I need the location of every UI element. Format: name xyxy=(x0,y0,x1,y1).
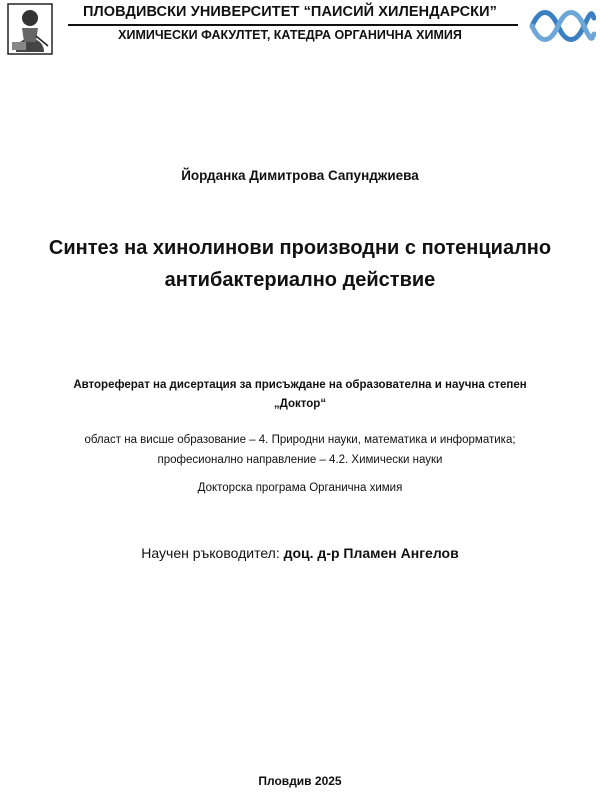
university-seal-icon xyxy=(6,2,54,56)
field-line-2: професионално направление – 4.2. Химически науки xyxy=(157,454,443,466)
field-line-1: област на висше образование – 4. Природни науки, математика и информатика; xyxy=(84,434,516,446)
supervisor-name: доц. д-р Пламен Ангелов xyxy=(283,545,459,561)
faculty-wave-logo-icon xyxy=(528,4,596,48)
faculty-department-name: ХИМИЧЕСКИ ФАКУЛТЕТ, КАТЕДРА ОРГАНИЧНА ХИМИЯ xyxy=(118,28,462,42)
abstract-description xyxy=(20,376,580,414)
place-and-year: Пловдив 2025 xyxy=(258,774,342,788)
university-name: ПЛОВДИВСКИ УНИВЕРСИТЕТ “ПАИСИЙ ХИЛЕНДАРСКИ” xyxy=(83,4,497,20)
field-of-study xyxy=(20,430,580,470)
title-line-1: Синтез на хинолинови производни с потенциално xyxy=(48,237,552,259)
header-divider xyxy=(68,24,518,26)
supervisor-label: Научен ръководител: xyxy=(141,545,284,561)
dissertation-title xyxy=(20,232,580,296)
scientific-supervisor xyxy=(0,545,600,561)
abstract-line-1: Автореферат на дисертация за присъждане на образователна и научна степен xyxy=(73,379,527,391)
abstract-line-2: „Доктор“ xyxy=(273,398,327,410)
author-name: Йорданка Димитрова Сапунджиева xyxy=(181,168,419,183)
document-header xyxy=(0,0,600,60)
title-line-2: антибактериално действие xyxy=(164,269,436,291)
doctoral-program: Докторска програма Органична химия xyxy=(197,482,403,494)
